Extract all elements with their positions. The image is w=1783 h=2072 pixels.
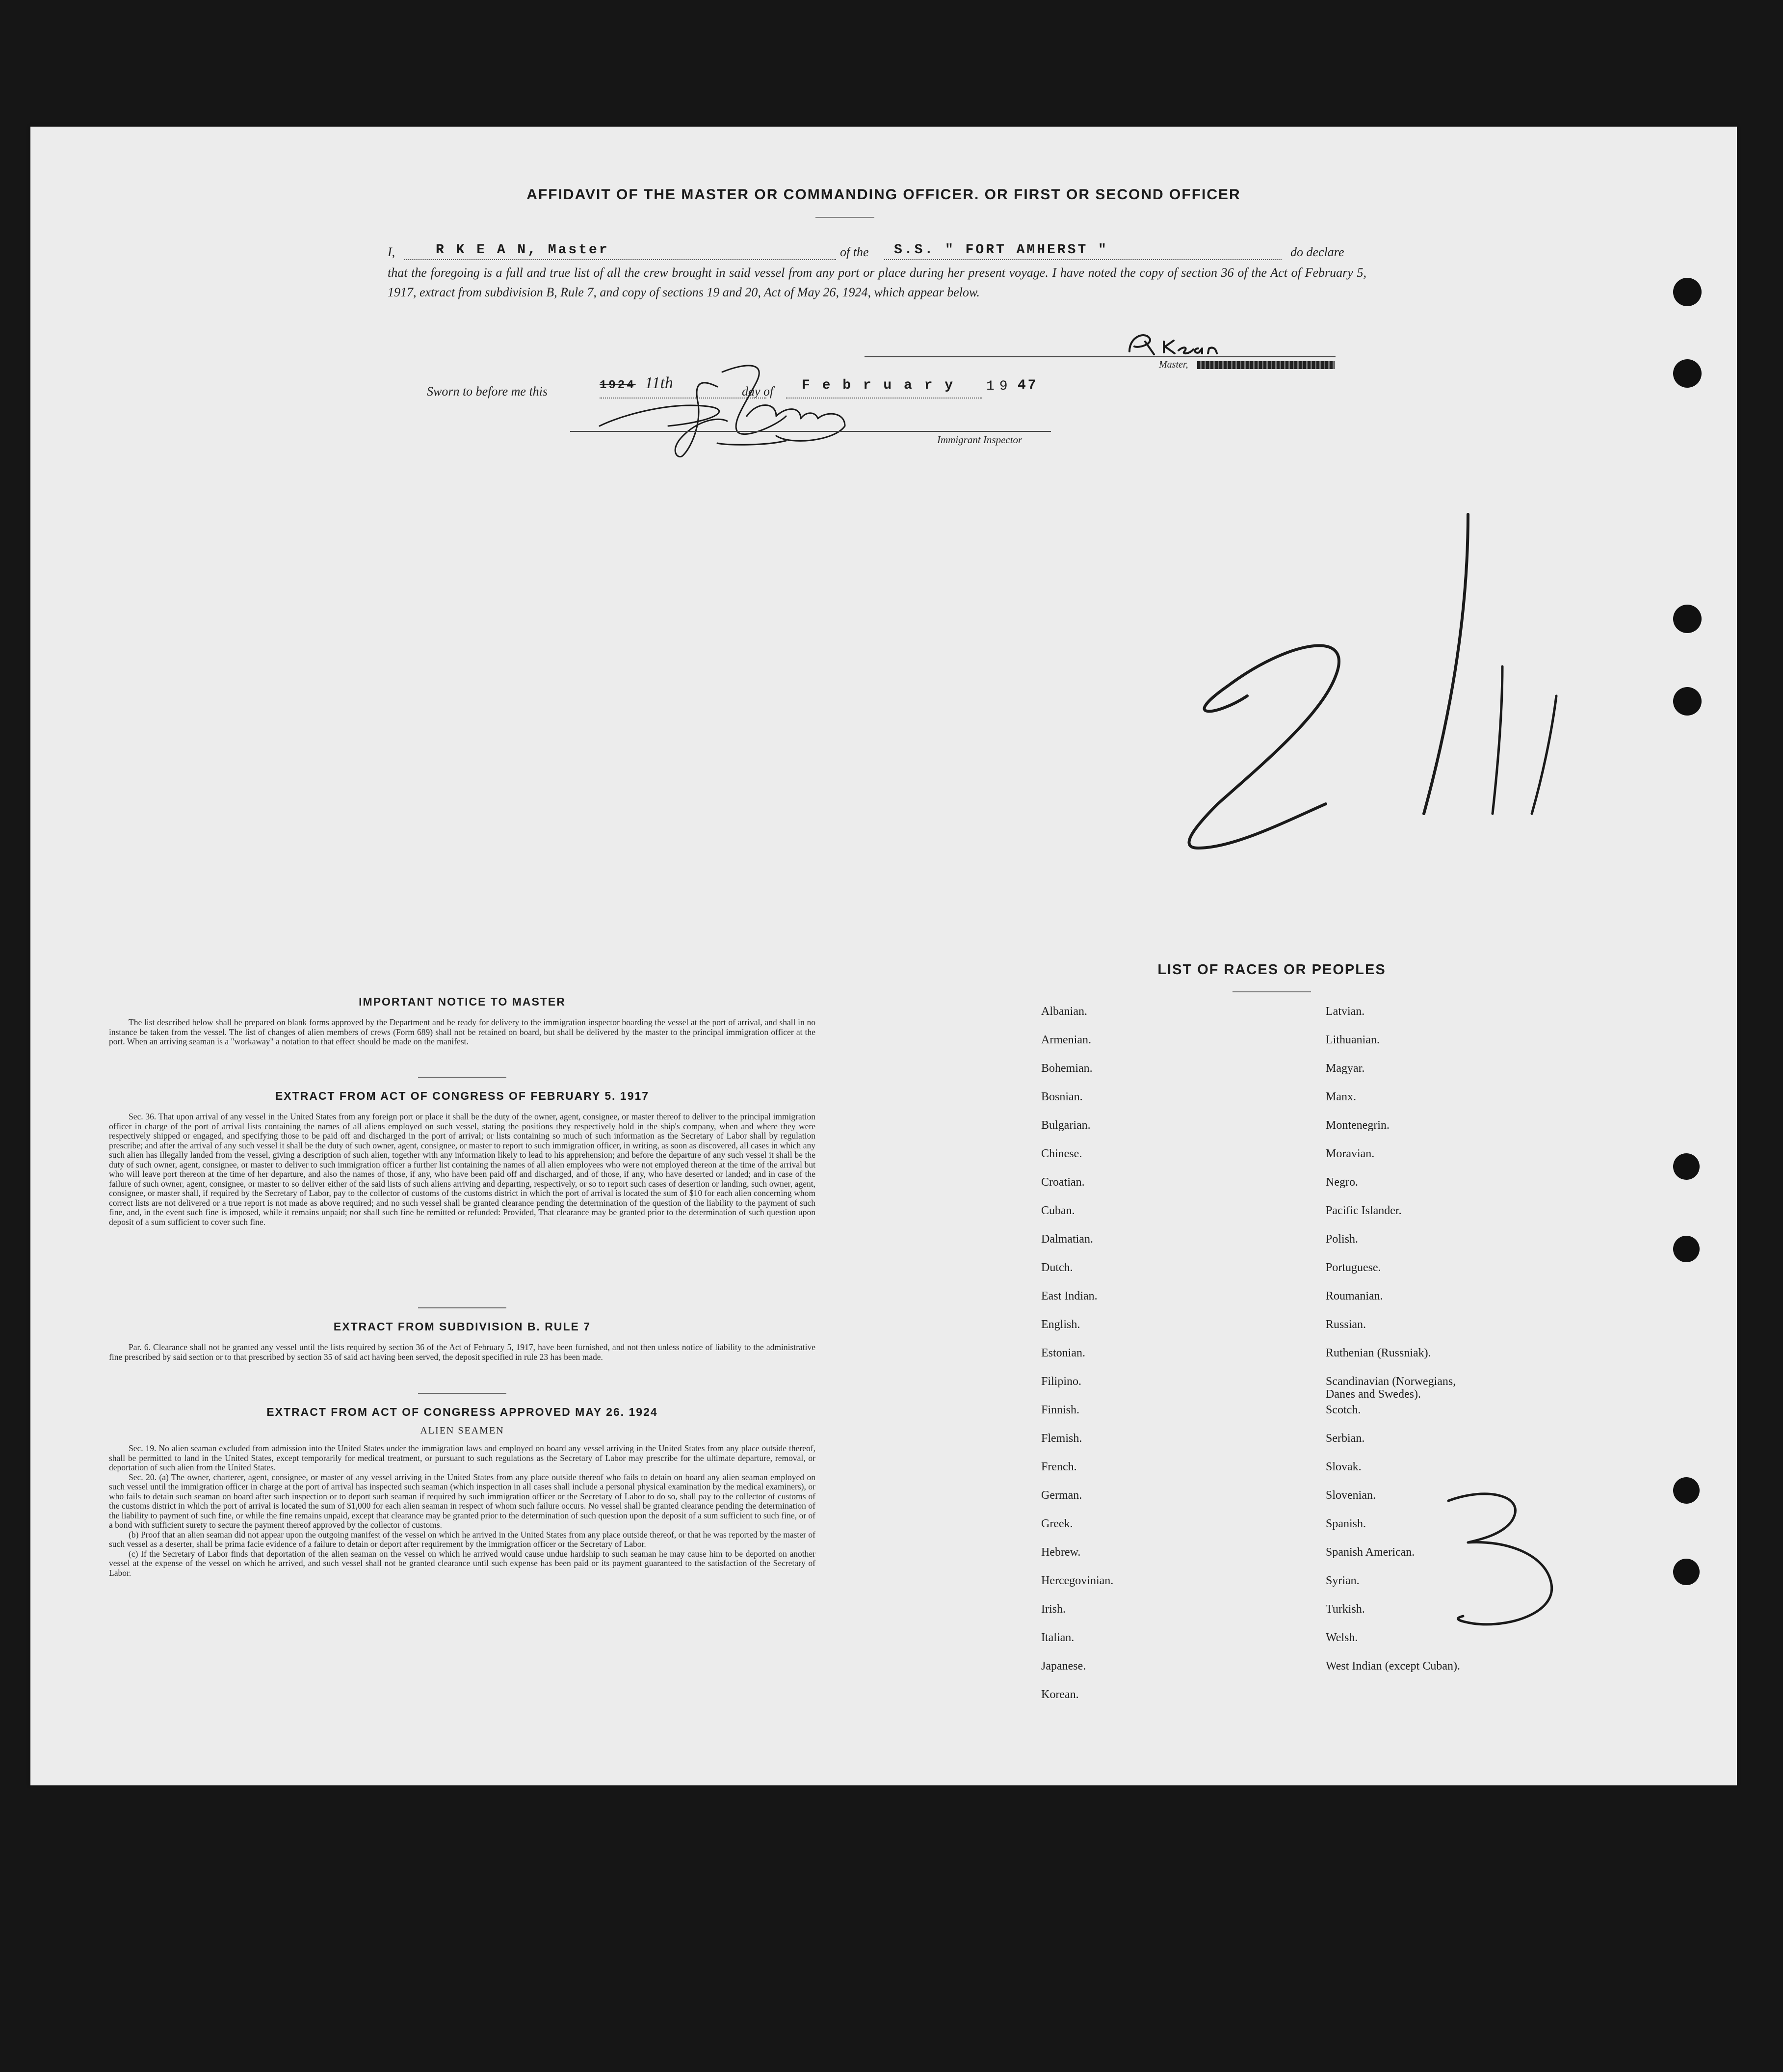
race-item: Korean. [1041,1688,1079,1701]
master-label: Master, [1159,359,1188,370]
race-item: French. [1041,1461,1077,1473]
race-item: Japanese. [1041,1660,1086,1673]
extract-1924-subtitle: ALIEN SEAMEN [420,1425,504,1436]
name-dotline [404,259,836,260]
race-item: Finnish. [1041,1404,1080,1416]
race-item: English. [1041,1318,1080,1331]
race-item: Welsh. [1326,1631,1358,1644]
race-item: Ruthenian (Russniak). [1326,1347,1431,1359]
handwritten-page-number [1159,460,1600,976]
race-item: Bosnian. [1041,1090,1083,1103]
race-item: Bulgarian. [1041,1119,1091,1132]
race-item: Magyar. [1326,1062,1365,1075]
sworn-text: Sworn to before me this [427,384,548,398]
race-item: Manx. [1326,1090,1356,1103]
handwritten-mark [1429,1481,1586,1638]
race-item: Scotch. [1326,1404,1361,1416]
race-item: Dutch. [1041,1261,1073,1274]
extract-rule7-text [109,1343,815,1362]
punch-hole [1673,1153,1700,1180]
race-item: Flemish. [1041,1432,1082,1445]
affidavit-prefix: I, [388,245,395,259]
punch-hole [1673,278,1702,306]
race-item: German. [1041,1489,1082,1502]
form-sheet [30,127,1737,1785]
race-item: Polish. [1326,1233,1359,1246]
race-item: Moravian. [1326,1147,1375,1160]
punch-hole [1673,605,1702,633]
race-item: Filipino. [1041,1375,1082,1388]
extract-1917-title: EXTRACT FROM ACT OF CONGRESS OF FEBRUARY 5. 1917 [275,1089,650,1102]
race-item: Serbian. [1326,1432,1365,1445]
master-signature-line [865,356,1336,357]
races-divider [1232,991,1311,992]
race-item: Italian. [1041,1631,1075,1644]
punch-hole [1673,1236,1700,1262]
race-item: Chinese. [1041,1147,1082,1160]
inspector-label: Immigrant Inspector [937,434,1023,446]
race-item: Slovak. [1326,1461,1362,1473]
race-item: Spanish American. [1326,1546,1415,1559]
race-item: Russian. [1326,1318,1366,1331]
sworn-year: 47 [1018,378,1038,393]
extract-rule7-paragraph: Par. 6. Clearance shall not be granted any vessel until the lists required by section 36 of the Act of February 5, 1917, have been furnished, and not then unless notice of liability to the administrative fine prescribed by said section or to that prescribed by section 35 of said act having been served, the deposit specified in rule 23 has been made. [109,1342,815,1362]
extract-1917-text [109,1112,815,1227]
extract-1917-paragraph: Sec. 36. That upon arrival of any vessel in the United States from any foreign port or place it shall be the duty of the owner, agent, consignee, or master thereof to deliver to the principal immigration officer in charge of the port of arrival lists containing the names of all aliens employed on such vessel, stating the positions they respectively hold in the ship's company, when and where they were respectively shipped or engaged, and specifying those to be paid off and discharged in the port of arrival; or lists containing so much of such information as the Secretary of Labor shall by regulation prescribe; and after the arrival of any such vessel it shall be the duty of such owner, agent, consignee, or master to report to such immigration officer, in writing, as soon as discovered, all cases in which any such alien has illegally landed from the vessel, giving a description of such alien, together with any information likely to lead to his apprehension; and before the departure of any such vessel it shall be the duty of such owner, agent, consignee, or master to deliver to such immigration officer a further list containing the names of all alien employees who were not employed thereon at the time of the arrival but who will leave port thereon at the time of her departure, and also the names of those, if any, who have been paid off and discharged, and of those, if any, who have deserted or landed; and in case of the failure of such owner, agent, consignee, or master to so deliver either of the said lists of such aliens arriving and departing, respectively, or so to report such cases of desertion or landing, such owner, agent, consignee, or master shall, if required by the Secretary of Labor, pay to the collector of customs of the customs district in which the port of arrival is located the sum of $10 for each alien concerning whom correct lists are not delivered or a true report is not made as above required; and no such vessel shall be granted clearance pending the determination of the question of the liability to the payment of such fine, and, in the event such fine is imposed, while it remains unpaid; nor shall such fine be remitted or refunded: Provided, That clearance may be granted prior to the determination of such question upon deposit of a sum sufficient to cover such fine. [109,1112,815,1227]
section-20a-paragraph: Sec. 20. (a) The owner, charterer, agent, consignee, or master of any vessel arriving in the United States from any place outside thereof who fails to detain on board any alien seaman employed on such vessel until the immigration officer in charge at the port of arrival has inspected such seaman (which inspection in all cases shall include a personal physical examination by the medical examiners), or who fails to detain such seaman on board after such inspection or to deport such seaman if required by such immigration officer or the Secretary of Labor to do so, shall pay to the collector of customs of the customs district in which the port of arrival is located the sum of $1,000 for each alien seaman in respect of whom such failure occurs. No vessel shall be granted clearance pending the determination of the liability to payment of such fine, or while the fine remains unpaid, except that clearance may be granted prior to the determination of such question upon the deposit of a sum sufficient to such fine, or of a bond with sufficient surety to secure the payment thereof approved by the collector of customs. [109,1472,815,1530]
race-item: Pacific Islander. [1326,1204,1402,1217]
race-item: Irish. [1041,1603,1066,1616]
extract-1924-text [109,1444,815,1578]
affidavit-title: AFFIDAVIT OF THE MASTER OR COMMANDING OFFICER. OR FIRST OR SECOND OFFICER [526,186,1241,203]
races-title: LIST OF RACES OR PEOPLES [1157,962,1386,978]
notice-title: IMPORTANT NOTICE TO MASTER [359,995,566,1008]
race-item: Bohemian. [1041,1062,1093,1075]
vessel-dotline [884,259,1282,260]
race-item: Albanian. [1041,1005,1087,1018]
section-20b-paragraph: (b) Proof that an alien seaman did not appear upon the outgoing manifest of the vessel on which he arrived in the United States from any place outside thereof, or that he was reported by the master of such vessel as a deserter, shall be prima facie evidence of a failure to detain or deport after requirement by the immigration officer or the Secretary of Labor. [109,1529,815,1549]
extract-rule7-title: EXTRACT FROM SUBDIVISION B. RULE 7 [333,1320,591,1333]
day-of-label: day of [742,384,774,398]
race-item: Estonian. [1041,1347,1085,1359]
race-item: Hebrew. [1041,1546,1081,1559]
race-item: Latvian. [1326,1005,1365,1018]
notice-text [109,1018,815,1047]
race-item: Slovenian. [1326,1489,1376,1502]
race-item: Greek. [1041,1517,1073,1530]
sworn-struck-year: 1924 [600,379,636,392]
affidavit-body: that the foregoing is a full and true list of all the crew brought in said vessel from any port or place during her present voyage. I have noted the copy of section 36 of the Act of February 5, 1917, extract from subdivision B, Rule 7, and copy of sections 19 and 20, Act of May 26, 1924, which appear below. [388,266,1366,299]
notice-paragraph: The list described below shall be prepared on blank forms approved by the Department and be ready for delivery to the immigration inspector boarding the vessel at the port of arrival, and shall in no instance be taken from the vessel. The list of changes of alien members of crews (Form 689) shall not be retained on board, but shall be delivered by the master to the principal immigration officer at the port. When an arriving seaman is a "workaway" a notation to that effect should be made on the manifest. [109,1017,815,1046]
sworn-month: F e b r u a r y [802,378,955,393]
section-19-paragraph: Sec. 19. No alien seaman excluded from admission into the United States under the immigration laws and employed on board any vessel arriving in the United States from any place outside thereof, shall be permitted to land in the United States, except temporarily for medical treatment, or pursuant to such regulations as the Secretary of Labor may prescribe for the ultimate departure, removal, or deportation of such alien from the United States. [109,1443,815,1472]
extract-1924-title: EXTRACT FROM ACT OF CONGRESS APPROVED MAY 26. 1924 [266,1406,658,1418]
race-item: Cuban. [1041,1204,1075,1217]
punch-hole [1673,359,1702,388]
race-item: Portuguese. [1326,1261,1381,1274]
extract-rule7-divider [418,1393,506,1394]
vessel-name: S.S. " FORT AMHERST " [894,242,1108,258]
race-item: Dalmatian. [1041,1233,1093,1246]
race-item: East Indian. [1041,1290,1098,1302]
title-divider [815,217,874,218]
punch-hole [1673,687,1702,716]
race-item: Hercegovinian. [1041,1574,1114,1587]
do-declare-label: do declare [1290,245,1344,259]
punch-hole [1673,1477,1700,1504]
notice-divider [418,1077,506,1078]
year-prefix: 19 [986,379,1013,394]
punch-hole [1673,1559,1700,1585]
race-item: Scandinavian (Norwegians, Danes and Swedes). [1326,1375,1456,1401]
inspector-signature [570,343,904,460]
section-20c-paragraph: (c) If the Secretary of Labor finds that deportation of the alien seaman on the vessel on which he arrived would cause undue hardship to such seaman he may cause him to be deported on another vessel at the expense of the vessel on which he arrived, and such vessel shall not be granted clearance until such expense has been paid or its payment guaranteed to the satisfaction of the Secretary of Labor. [109,1548,815,1578]
struck-title [1197,361,1335,369]
master-signature [1120,327,1257,361]
race-item: Lithuanian. [1326,1034,1380,1046]
race-item: Negro. [1326,1176,1358,1189]
race-item: Turkish. [1326,1603,1365,1616]
inspector-line [570,431,1051,432]
race-item: West Indian (except Cuban). [1326,1660,1460,1673]
master-name: R K E A N, Master [436,242,609,258]
sworn-day: 11th [645,374,673,392]
of-the-label: of the [840,245,869,259]
race-item: Montenegrin. [1326,1119,1390,1132]
race-item: Croatian. [1041,1176,1085,1189]
race-item: Spanish. [1326,1517,1366,1530]
race-item: Syrian. [1326,1574,1360,1587]
race-item: Armenian. [1041,1034,1091,1046]
race-item: Roumanian. [1326,1290,1383,1302]
extract-1917-divider [418,1307,506,1308]
